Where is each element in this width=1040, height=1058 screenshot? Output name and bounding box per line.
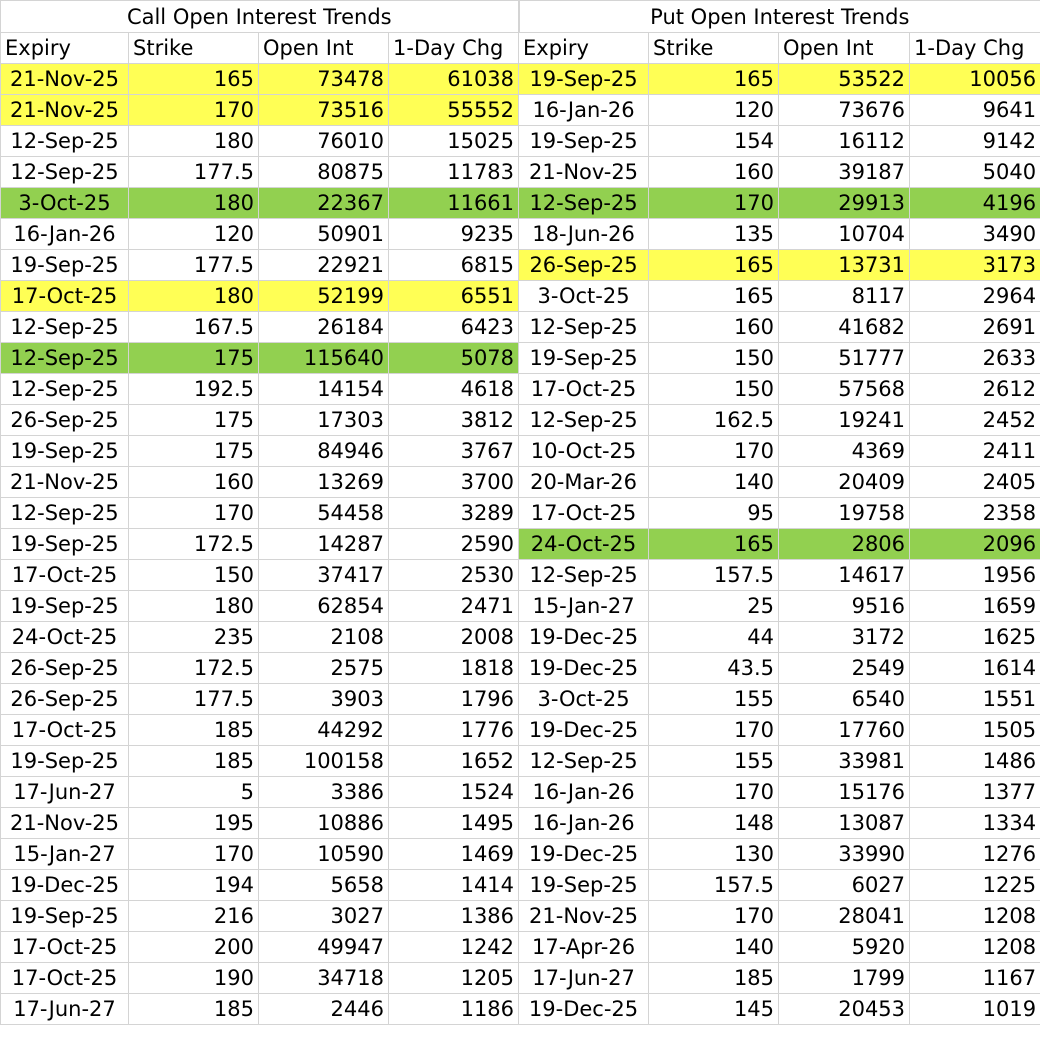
put-table-title[interactable]: Put Open Interest Trends bbox=[519, 1, 1040, 33]
call-chg-cell[interactable]: 4618 bbox=[389, 374, 519, 405]
put-chg-cell[interactable]: 2358 bbox=[910, 498, 1040, 529]
call-chg-cell[interactable]: 3289 bbox=[389, 498, 519, 529]
call-open-int-cell[interactable]: 10590 bbox=[259, 839, 389, 870]
put-expiry-cell[interactable]: 24-Oct-25 bbox=[519, 529, 649, 560]
put-strike-cell[interactable]: 170 bbox=[649, 188, 779, 219]
call-open-int-cell[interactable]: 14287 bbox=[259, 529, 389, 560]
put-expiry-cell[interactable]: 20-Mar-26 bbox=[519, 467, 649, 498]
put-chg-cell[interactable]: 4196 bbox=[910, 188, 1040, 219]
call-chg-cell[interactable]: 6551 bbox=[389, 281, 519, 312]
call-expiry-cell[interactable]: 19-Sep-25 bbox=[1, 901, 129, 932]
call-open-int-cell[interactable]: 14154 bbox=[259, 374, 389, 405]
call-chg-cell[interactable]: 1524 bbox=[389, 777, 519, 808]
put-expiry-cell[interactable]: 12-Sep-25 bbox=[519, 312, 649, 343]
put-chg-cell[interactable]: 2964 bbox=[910, 281, 1040, 312]
put-expiry-cell[interactable]: 12-Sep-25 bbox=[519, 560, 649, 591]
put-expiry-cell[interactable]: 16-Jan-26 bbox=[519, 777, 649, 808]
call-chg-cell[interactable]: 1652 bbox=[389, 746, 519, 777]
put-open-int-cell[interactable]: 20453 bbox=[779, 994, 910, 1025]
header-row bbox=[1, 33, 1040, 64]
put-chg-cell[interactable]: 1551 bbox=[910, 684, 1040, 715]
call-open-int-cell[interactable]: 3386 bbox=[259, 777, 389, 808]
put-expiry-cell[interactable]: 16-Jan-26 bbox=[519, 808, 649, 839]
call-chg-cell[interactable]: 1818 bbox=[389, 653, 519, 684]
call-expiry-cell[interactable]: 19-Sep-25 bbox=[1, 746, 129, 777]
call-strike-cell[interactable]: 185 bbox=[129, 715, 259, 746]
call-strike-cell[interactable]: 172.5 bbox=[129, 529, 259, 560]
call-open-int-cell[interactable]: 34718 bbox=[259, 963, 389, 994]
put-open-int-cell[interactable]: 15176 bbox=[779, 777, 910, 808]
put-expiry-cell[interactable]: 19-Sep-25 bbox=[519, 343, 649, 374]
call-strike-cell[interactable]: 180 bbox=[129, 126, 259, 157]
put-open-int-cell[interactable]: 29913 bbox=[779, 188, 910, 219]
call-chg-cell[interactable]: 11661 bbox=[389, 188, 519, 219]
call-expiry-cell[interactable]: 26-Sep-25 bbox=[1, 653, 129, 684]
call-strike-cell[interactable]: 177.5 bbox=[129, 157, 259, 188]
call-strike-cell[interactable]: 180 bbox=[129, 591, 259, 622]
table-row bbox=[1, 95, 1040, 126]
put-expiry-cell[interactable]: 12-Sep-25 bbox=[519, 746, 649, 777]
call-open-int-cell[interactable]: 54458 bbox=[259, 498, 389, 529]
table-row bbox=[1, 684, 1040, 715]
put-chg-cell[interactable]: 1208 bbox=[910, 932, 1040, 963]
table-row bbox=[1, 932, 1040, 963]
put-strike-cell[interactable]: 157.5 bbox=[649, 560, 779, 591]
call-header-strike[interactable]: Strike bbox=[129, 33, 259, 64]
call-expiry-cell[interactable]: 17-Oct-25 bbox=[1, 560, 129, 591]
put-open-int-cell[interactable]: 16112 bbox=[779, 126, 910, 157]
table-row bbox=[1, 312, 1040, 343]
put-expiry-cell[interactable]: 18-Jun-26 bbox=[519, 219, 649, 250]
put-open-int-cell[interactable]: 6027 bbox=[779, 870, 910, 901]
call-header-open-int[interactable]: Open Int bbox=[259, 33, 389, 64]
call-expiry-cell[interactable]: 17-Oct-25 bbox=[1, 963, 129, 994]
call-expiry-cell[interactable]: 19-Sep-25 bbox=[1, 591, 129, 622]
table-row bbox=[1, 529, 1040, 560]
table-row bbox=[1, 653, 1040, 684]
call-open-int-cell[interactable]: 76010 bbox=[259, 126, 389, 157]
put-expiry-cell[interactable]: 26-Sep-25 bbox=[519, 250, 649, 281]
put-strike-cell[interactable]: 170 bbox=[649, 436, 779, 467]
call-strike-cell[interactable]: 167.5 bbox=[129, 312, 259, 343]
call-open-int-cell[interactable]: 3027 bbox=[259, 901, 389, 932]
put-header-strike[interactable]: Strike bbox=[649, 33, 779, 64]
put-header-open-int[interactable]: Open Int bbox=[779, 33, 910, 64]
put-chg-cell[interactable]: 1486 bbox=[910, 746, 1040, 777]
call-strike-cell[interactable]: 185 bbox=[129, 746, 259, 777]
call-open-int-cell[interactable]: 50901 bbox=[259, 219, 389, 250]
put-chg-cell[interactable]: 2633 bbox=[910, 343, 1040, 374]
put-expiry-cell[interactable]: 17-Apr-26 bbox=[519, 932, 649, 963]
call-open-int-cell[interactable]: 10886 bbox=[259, 808, 389, 839]
call-chg-cell[interactable]: 1796 bbox=[389, 684, 519, 715]
call-expiry-cell[interactable]: 19-Dec-25 bbox=[1, 870, 129, 901]
call-strike-cell[interactable]: 120 bbox=[129, 219, 259, 250]
put-chg-cell[interactable]: 2411 bbox=[910, 436, 1040, 467]
call-expiry-cell[interactable]: 26-Sep-25 bbox=[1, 684, 129, 715]
call-strike-cell[interactable]: 170 bbox=[129, 95, 259, 126]
put-chg-cell[interactable]: 1334 bbox=[910, 808, 1040, 839]
put-strike-cell[interactable]: 170 bbox=[649, 715, 779, 746]
call-expiry-cell[interactable]: 21-Nov-25 bbox=[1, 95, 129, 126]
put-open-int-cell[interactable]: 13087 bbox=[779, 808, 910, 839]
call-strike-cell[interactable]: 177.5 bbox=[129, 684, 259, 715]
call-chg-cell[interactable]: 15025 bbox=[389, 126, 519, 157]
put-strike-cell[interactable]: 120 bbox=[649, 95, 779, 126]
put-open-int-cell[interactable]: 2806 bbox=[779, 529, 910, 560]
call-expiry-cell[interactable]: 12-Sep-25 bbox=[1, 126, 129, 157]
put-chg-cell[interactable]: 10056 bbox=[910, 64, 1040, 95]
put-strike-cell[interactable]: 95 bbox=[649, 498, 779, 529]
call-open-int-cell[interactable]: 84946 bbox=[259, 436, 389, 467]
call-open-int-cell[interactable]: 73516 bbox=[259, 95, 389, 126]
call-chg-cell[interactable]: 1205 bbox=[389, 963, 519, 994]
put-chg-cell[interactable]: 2096 bbox=[910, 529, 1040, 560]
put-expiry-cell[interactable]: 3-Oct-25 bbox=[519, 281, 649, 312]
call-expiry-cell[interactable]: 3-Oct-25 bbox=[1, 188, 129, 219]
call-expiry-cell[interactable]: 26-Sep-25 bbox=[1, 405, 129, 436]
call-strike-cell[interactable]: 170 bbox=[129, 839, 259, 870]
put-strike-cell[interactable]: 162.5 bbox=[649, 405, 779, 436]
call-strike-cell[interactable]: 160 bbox=[129, 467, 259, 498]
call-strike-cell[interactable]: 165 bbox=[129, 64, 259, 95]
call-expiry-cell[interactable]: 21-Nov-25 bbox=[1, 467, 129, 498]
put-chg-cell[interactable]: 1208 bbox=[910, 901, 1040, 932]
call-expiry-cell[interactable]: 19-Sep-25 bbox=[1, 529, 129, 560]
call-chg-cell[interactable]: 1386 bbox=[389, 901, 519, 932]
call-expiry-cell[interactable]: 17-Oct-25 bbox=[1, 281, 129, 312]
call-open-int-cell[interactable]: 37417 bbox=[259, 560, 389, 591]
call-open-int-cell[interactable]: 5658 bbox=[259, 870, 389, 901]
table-row bbox=[1, 591, 1040, 622]
call-strike-cell[interactable]: 185 bbox=[129, 994, 259, 1025]
table-row bbox=[1, 405, 1040, 436]
put-strike-cell[interactable]: 155 bbox=[649, 746, 779, 777]
call-open-int-cell[interactable]: 3903 bbox=[259, 684, 389, 715]
put-chg-cell[interactable]: 1377 bbox=[910, 777, 1040, 808]
put-expiry-cell[interactable]: 19-Dec-25 bbox=[519, 622, 649, 653]
call-chg-cell[interactable]: 6423 bbox=[389, 312, 519, 343]
call-open-int-cell[interactable]: 100158 bbox=[259, 746, 389, 777]
call-open-int-cell[interactable]: 44292 bbox=[259, 715, 389, 746]
put-chg-cell[interactable]: 3173 bbox=[910, 250, 1040, 281]
put-strike-cell[interactable]: 150 bbox=[649, 343, 779, 374]
put-open-int-cell[interactable]: 1799 bbox=[779, 963, 910, 994]
call-expiry-cell[interactable]: 12-Sep-25 bbox=[1, 374, 129, 405]
put-expiry-cell[interactable]: 10-Oct-25 bbox=[519, 436, 649, 467]
put-open-int-cell[interactable]: 13731 bbox=[779, 250, 910, 281]
call-chg-cell[interactable]: 3767 bbox=[389, 436, 519, 467]
call-open-int-cell[interactable]: 52199 bbox=[259, 281, 389, 312]
put-open-int-cell[interactable]: 5920 bbox=[779, 932, 910, 963]
put-chg-cell[interactable]: 2452 bbox=[910, 405, 1040, 436]
table-row bbox=[1, 126, 1040, 157]
put-expiry-cell[interactable]: 17-Oct-25 bbox=[519, 374, 649, 405]
put-open-int-cell[interactable]: 17760 bbox=[779, 715, 910, 746]
call-expiry-cell[interactable]: 12-Sep-25 bbox=[1, 343, 129, 374]
put-expiry-cell[interactable]: 17-Jun-27 bbox=[519, 963, 649, 994]
call-chg-cell[interactable]: 2471 bbox=[389, 591, 519, 622]
call-header-expiry[interactable]: Expiry bbox=[1, 33, 129, 64]
put-open-int-cell[interactable]: 33990 bbox=[779, 839, 910, 870]
put-chg-cell[interactable]: 1659 bbox=[910, 591, 1040, 622]
put-strike-cell[interactable]: 157.5 bbox=[649, 870, 779, 901]
table-body bbox=[1, 1, 1040, 1025]
table-row bbox=[1, 746, 1040, 777]
call-strike-cell[interactable]: 175 bbox=[129, 436, 259, 467]
call-header-chg[interactable]: 1-Day Chg bbox=[389, 33, 519, 64]
put-strike-cell[interactable]: 165 bbox=[649, 250, 779, 281]
put-strike-cell[interactable]: 25 bbox=[649, 591, 779, 622]
title-row bbox=[1, 1, 1040, 33]
table-row bbox=[1, 870, 1040, 901]
put-expiry-cell[interactable]: 19-Dec-25 bbox=[519, 715, 649, 746]
call-expiry-cell[interactable]: 12-Sep-25 bbox=[1, 498, 129, 529]
call-open-int-cell[interactable]: 26184 bbox=[259, 312, 389, 343]
put-header-chg[interactable]: 1-Day Chg bbox=[910, 33, 1040, 64]
put-expiry-cell[interactable]: 19-Sep-25 bbox=[519, 870, 649, 901]
call-chg-cell[interactable]: 2530 bbox=[389, 560, 519, 591]
call-strike-cell[interactable]: 235 bbox=[129, 622, 259, 653]
table-row bbox=[1, 467, 1040, 498]
table-row bbox=[1, 994, 1040, 1025]
call-open-int-cell[interactable]: 13269 bbox=[259, 467, 389, 498]
put-open-int-cell[interactable]: 51777 bbox=[779, 343, 910, 374]
call-expiry-cell[interactable]: 24-Oct-25 bbox=[1, 622, 129, 653]
call-strike-cell[interactable]: 190 bbox=[129, 963, 259, 994]
call-chg-cell[interactable]: 3812 bbox=[389, 405, 519, 436]
put-chg-cell[interactable]: 5040 bbox=[910, 157, 1040, 188]
put-open-int-cell[interactable]: 33981 bbox=[779, 746, 910, 777]
call-expiry-cell[interactable]: 12-Sep-25 bbox=[1, 312, 129, 343]
put-open-int-cell[interactable]: 19758 bbox=[779, 498, 910, 529]
put-open-int-cell[interactable]: 19241 bbox=[779, 405, 910, 436]
put-strike-cell[interactable]: 155 bbox=[649, 684, 779, 715]
put-open-int-cell[interactable]: 28041 bbox=[779, 901, 910, 932]
call-chg-cell[interactable]: 1776 bbox=[389, 715, 519, 746]
table-row bbox=[1, 963, 1040, 994]
call-strike-cell[interactable]: 200 bbox=[129, 932, 259, 963]
put-strike-cell[interactable]: 170 bbox=[649, 777, 779, 808]
put-strike-cell[interactable]: 140 bbox=[649, 467, 779, 498]
put-strike-cell[interactable]: 145 bbox=[649, 994, 779, 1025]
table-row bbox=[1, 188, 1040, 219]
call-strike-cell[interactable]: 194 bbox=[129, 870, 259, 901]
call-strike-cell[interactable]: 216 bbox=[129, 901, 259, 932]
table-row bbox=[1, 343, 1040, 374]
table-row bbox=[1, 560, 1040, 591]
put-open-int-cell[interactable]: 10704 bbox=[779, 219, 910, 250]
call-strike-cell[interactable]: 150 bbox=[129, 560, 259, 591]
call-chg-cell[interactable]: 1186 bbox=[389, 994, 519, 1025]
put-chg-cell[interactable]: 1625 bbox=[910, 622, 1040, 653]
call-expiry-cell[interactable]: 19-Sep-25 bbox=[1, 436, 129, 467]
put-open-int-cell[interactable]: 4369 bbox=[779, 436, 910, 467]
call-open-int-cell[interactable]: 73478 bbox=[259, 64, 389, 95]
put-chg-cell[interactable]: 1614 bbox=[910, 653, 1040, 684]
put-open-int-cell[interactable]: 53522 bbox=[779, 64, 910, 95]
table-row bbox=[1, 374, 1040, 405]
call-chg-cell[interactable]: 1242 bbox=[389, 932, 519, 963]
call-chg-cell[interactable]: 2008 bbox=[389, 622, 519, 653]
call-expiry-cell[interactable]: 16-Jan-26 bbox=[1, 219, 129, 250]
call-expiry-cell[interactable]: 19-Sep-25 bbox=[1, 250, 129, 281]
put-chg-cell[interactable]: 1167 bbox=[910, 963, 1040, 994]
put-strike-cell[interactable]: 160 bbox=[649, 312, 779, 343]
call-expiry-cell[interactable]: 17-Oct-25 bbox=[1, 715, 129, 746]
call-chg-cell[interactable]: 6815 bbox=[389, 250, 519, 281]
put-open-int-cell[interactable]: 8117 bbox=[779, 281, 910, 312]
put-open-int-cell[interactable]: 9516 bbox=[779, 591, 910, 622]
call-chg-cell[interactable]: 55552 bbox=[389, 95, 519, 126]
call-chg-cell[interactable]: 11783 bbox=[389, 157, 519, 188]
put-expiry-cell[interactable]: 19-Dec-25 bbox=[519, 839, 649, 870]
put-expiry-cell[interactable]: 17-Oct-25 bbox=[519, 498, 649, 529]
put-strike-cell[interactable]: 43.5 bbox=[649, 653, 779, 684]
put-chg-cell[interactable]: 1956 bbox=[910, 560, 1040, 591]
put-expiry-cell[interactable]: 19-Sep-25 bbox=[519, 126, 649, 157]
call-strike-cell[interactable]: 5 bbox=[129, 777, 259, 808]
table-row bbox=[1, 219, 1040, 250]
put-expiry-cell[interactable]: 12-Sep-25 bbox=[519, 188, 649, 219]
put-expiry-cell[interactable]: 19-Sep-25 bbox=[519, 64, 649, 95]
put-open-int-cell[interactable]: 41682 bbox=[779, 312, 910, 343]
put-chg-cell[interactable]: 1505 bbox=[910, 715, 1040, 746]
put-strike-cell[interactable]: 154 bbox=[649, 126, 779, 157]
call-strike-cell[interactable]: 180 bbox=[129, 188, 259, 219]
call-open-int-cell[interactable]: 2446 bbox=[259, 994, 389, 1025]
call-open-int-cell[interactable]: 2575 bbox=[259, 653, 389, 684]
table-row bbox=[1, 281, 1040, 312]
put-open-int-cell[interactable]: 57568 bbox=[779, 374, 910, 405]
put-expiry-cell[interactable]: 15-Jan-27 bbox=[519, 591, 649, 622]
call-expiry-cell[interactable]: 17-Jun-27 bbox=[1, 994, 129, 1025]
put-open-int-cell[interactable]: 73676 bbox=[779, 95, 910, 126]
table-row bbox=[1, 436, 1040, 467]
call-strike-cell[interactable]: 195 bbox=[129, 808, 259, 839]
put-strike-cell[interactable]: 165 bbox=[649, 64, 779, 95]
call-expiry-cell[interactable]: 21-Nov-25 bbox=[1, 808, 129, 839]
call-strike-cell[interactable]: 175 bbox=[129, 405, 259, 436]
put-chg-cell[interactable]: 2691 bbox=[910, 312, 1040, 343]
put-strike-cell[interactable]: 165 bbox=[649, 281, 779, 312]
put-chg-cell[interactable]: 9641 bbox=[910, 95, 1040, 126]
put-strike-cell[interactable]: 185 bbox=[649, 963, 779, 994]
table-row bbox=[1, 498, 1040, 529]
put-expiry-cell[interactable]: 19-Dec-25 bbox=[519, 653, 649, 684]
put-strike-cell[interactable]: 130 bbox=[649, 839, 779, 870]
call-strike-cell[interactable]: 192.5 bbox=[129, 374, 259, 405]
put-open-int-cell[interactable]: 14617 bbox=[779, 560, 910, 591]
table-row bbox=[1, 64, 1040, 95]
call-chg-cell[interactable]: 1414 bbox=[389, 870, 519, 901]
put-strike-cell[interactable]: 150 bbox=[649, 374, 779, 405]
put-strike-cell[interactable]: 135 bbox=[649, 219, 779, 250]
call-open-int-cell[interactable]: 49947 bbox=[259, 932, 389, 963]
put-chg-cell[interactable]: 3490 bbox=[910, 219, 1040, 250]
put-expiry-cell[interactable]: 21-Nov-25 bbox=[519, 157, 649, 188]
call-strike-cell[interactable]: 170 bbox=[129, 498, 259, 529]
call-table-title[interactable]: Call Open Interest Trends bbox=[1, 1, 519, 33]
call-open-int-cell[interactable]: 17303 bbox=[259, 405, 389, 436]
put-strike-cell[interactable]: 160 bbox=[649, 157, 779, 188]
put-strike-cell[interactable]: 148 bbox=[649, 808, 779, 839]
table-row bbox=[1, 157, 1040, 188]
table-row bbox=[1, 250, 1040, 281]
call-chg-cell[interactable]: 1495 bbox=[389, 808, 519, 839]
table-row bbox=[1, 715, 1040, 746]
put-chg-cell[interactable]: 2612 bbox=[910, 374, 1040, 405]
put-strike-cell[interactable]: 165 bbox=[649, 529, 779, 560]
put-open-int-cell[interactable]: 6540 bbox=[779, 684, 910, 715]
put-chg-cell[interactable]: 1276 bbox=[910, 839, 1040, 870]
call-expiry-cell[interactable]: 17-Jun-27 bbox=[1, 777, 129, 808]
table-row bbox=[1, 901, 1040, 932]
put-expiry-cell[interactable]: 16-Jan-26 bbox=[519, 95, 649, 126]
table-row bbox=[1, 808, 1040, 839]
put-expiry-cell[interactable]: 12-Sep-25 bbox=[519, 405, 649, 436]
call-open-int-cell[interactable]: 80875 bbox=[259, 157, 389, 188]
call-expiry-cell[interactable]: 12-Sep-25 bbox=[1, 157, 129, 188]
put-chg-cell[interactable]: 2405 bbox=[910, 467, 1040, 498]
call-open-int-cell[interactable]: 115640 bbox=[259, 343, 389, 374]
call-strike-cell[interactable]: 175 bbox=[129, 343, 259, 374]
put-open-int-cell[interactable]: 20409 bbox=[779, 467, 910, 498]
table-row bbox=[1, 622, 1040, 653]
call-open-int-cell[interactable]: 22921 bbox=[259, 250, 389, 281]
put-expiry-cell[interactable]: 3-Oct-25 bbox=[519, 684, 649, 715]
put-strike-cell[interactable]: 170 bbox=[649, 901, 779, 932]
call-open-int-cell[interactable]: 22367 bbox=[259, 188, 389, 219]
call-open-int-cell[interactable]: 2108 bbox=[259, 622, 389, 653]
call-expiry-cell[interactable]: 21-Nov-25 bbox=[1, 64, 129, 95]
put-strike-cell[interactable]: 44 bbox=[649, 622, 779, 653]
put-open-int-cell[interactable]: 39187 bbox=[779, 157, 910, 188]
table-row bbox=[1, 777, 1040, 808]
put-expiry-cell[interactable]: 19-Dec-25 bbox=[519, 994, 649, 1025]
call-chg-cell[interactable]: 1469 bbox=[389, 839, 519, 870]
put-expiry-cell[interactable]: 21-Nov-25 bbox=[519, 901, 649, 932]
call-strike-cell[interactable]: 172.5 bbox=[129, 653, 259, 684]
call-strike-cell[interactable]: 177.5 bbox=[129, 250, 259, 281]
put-chg-cell[interactable]: 9142 bbox=[910, 126, 1040, 157]
call-strike-cell[interactable]: 180 bbox=[129, 281, 259, 312]
call-chg-cell[interactable]: 2590 bbox=[389, 529, 519, 560]
call-chg-cell[interactable]: 9235 bbox=[389, 219, 519, 250]
put-strike-cell[interactable]: 140 bbox=[649, 932, 779, 963]
call-chg-cell[interactable]: 5078 bbox=[389, 343, 519, 374]
call-expiry-cell[interactable]: 17-Oct-25 bbox=[1, 932, 129, 963]
call-open-int-cell[interactable]: 62854 bbox=[259, 591, 389, 622]
put-header-expiry[interactable]: Expiry bbox=[519, 33, 649, 64]
table-row bbox=[1, 839, 1040, 870]
put-chg-cell[interactable]: 1019 bbox=[910, 994, 1040, 1025]
put-chg-cell[interactable]: 1225 bbox=[910, 870, 1040, 901]
call-chg-cell[interactable]: 61038 bbox=[389, 64, 519, 95]
call-expiry-cell[interactable]: 15-Jan-27 bbox=[1, 839, 129, 870]
put-open-int-cell[interactable]: 2549 bbox=[779, 653, 910, 684]
call-chg-cell[interactable]: 3700 bbox=[389, 467, 519, 498]
put-open-int-cell[interactable]: 3172 bbox=[779, 622, 910, 653]
